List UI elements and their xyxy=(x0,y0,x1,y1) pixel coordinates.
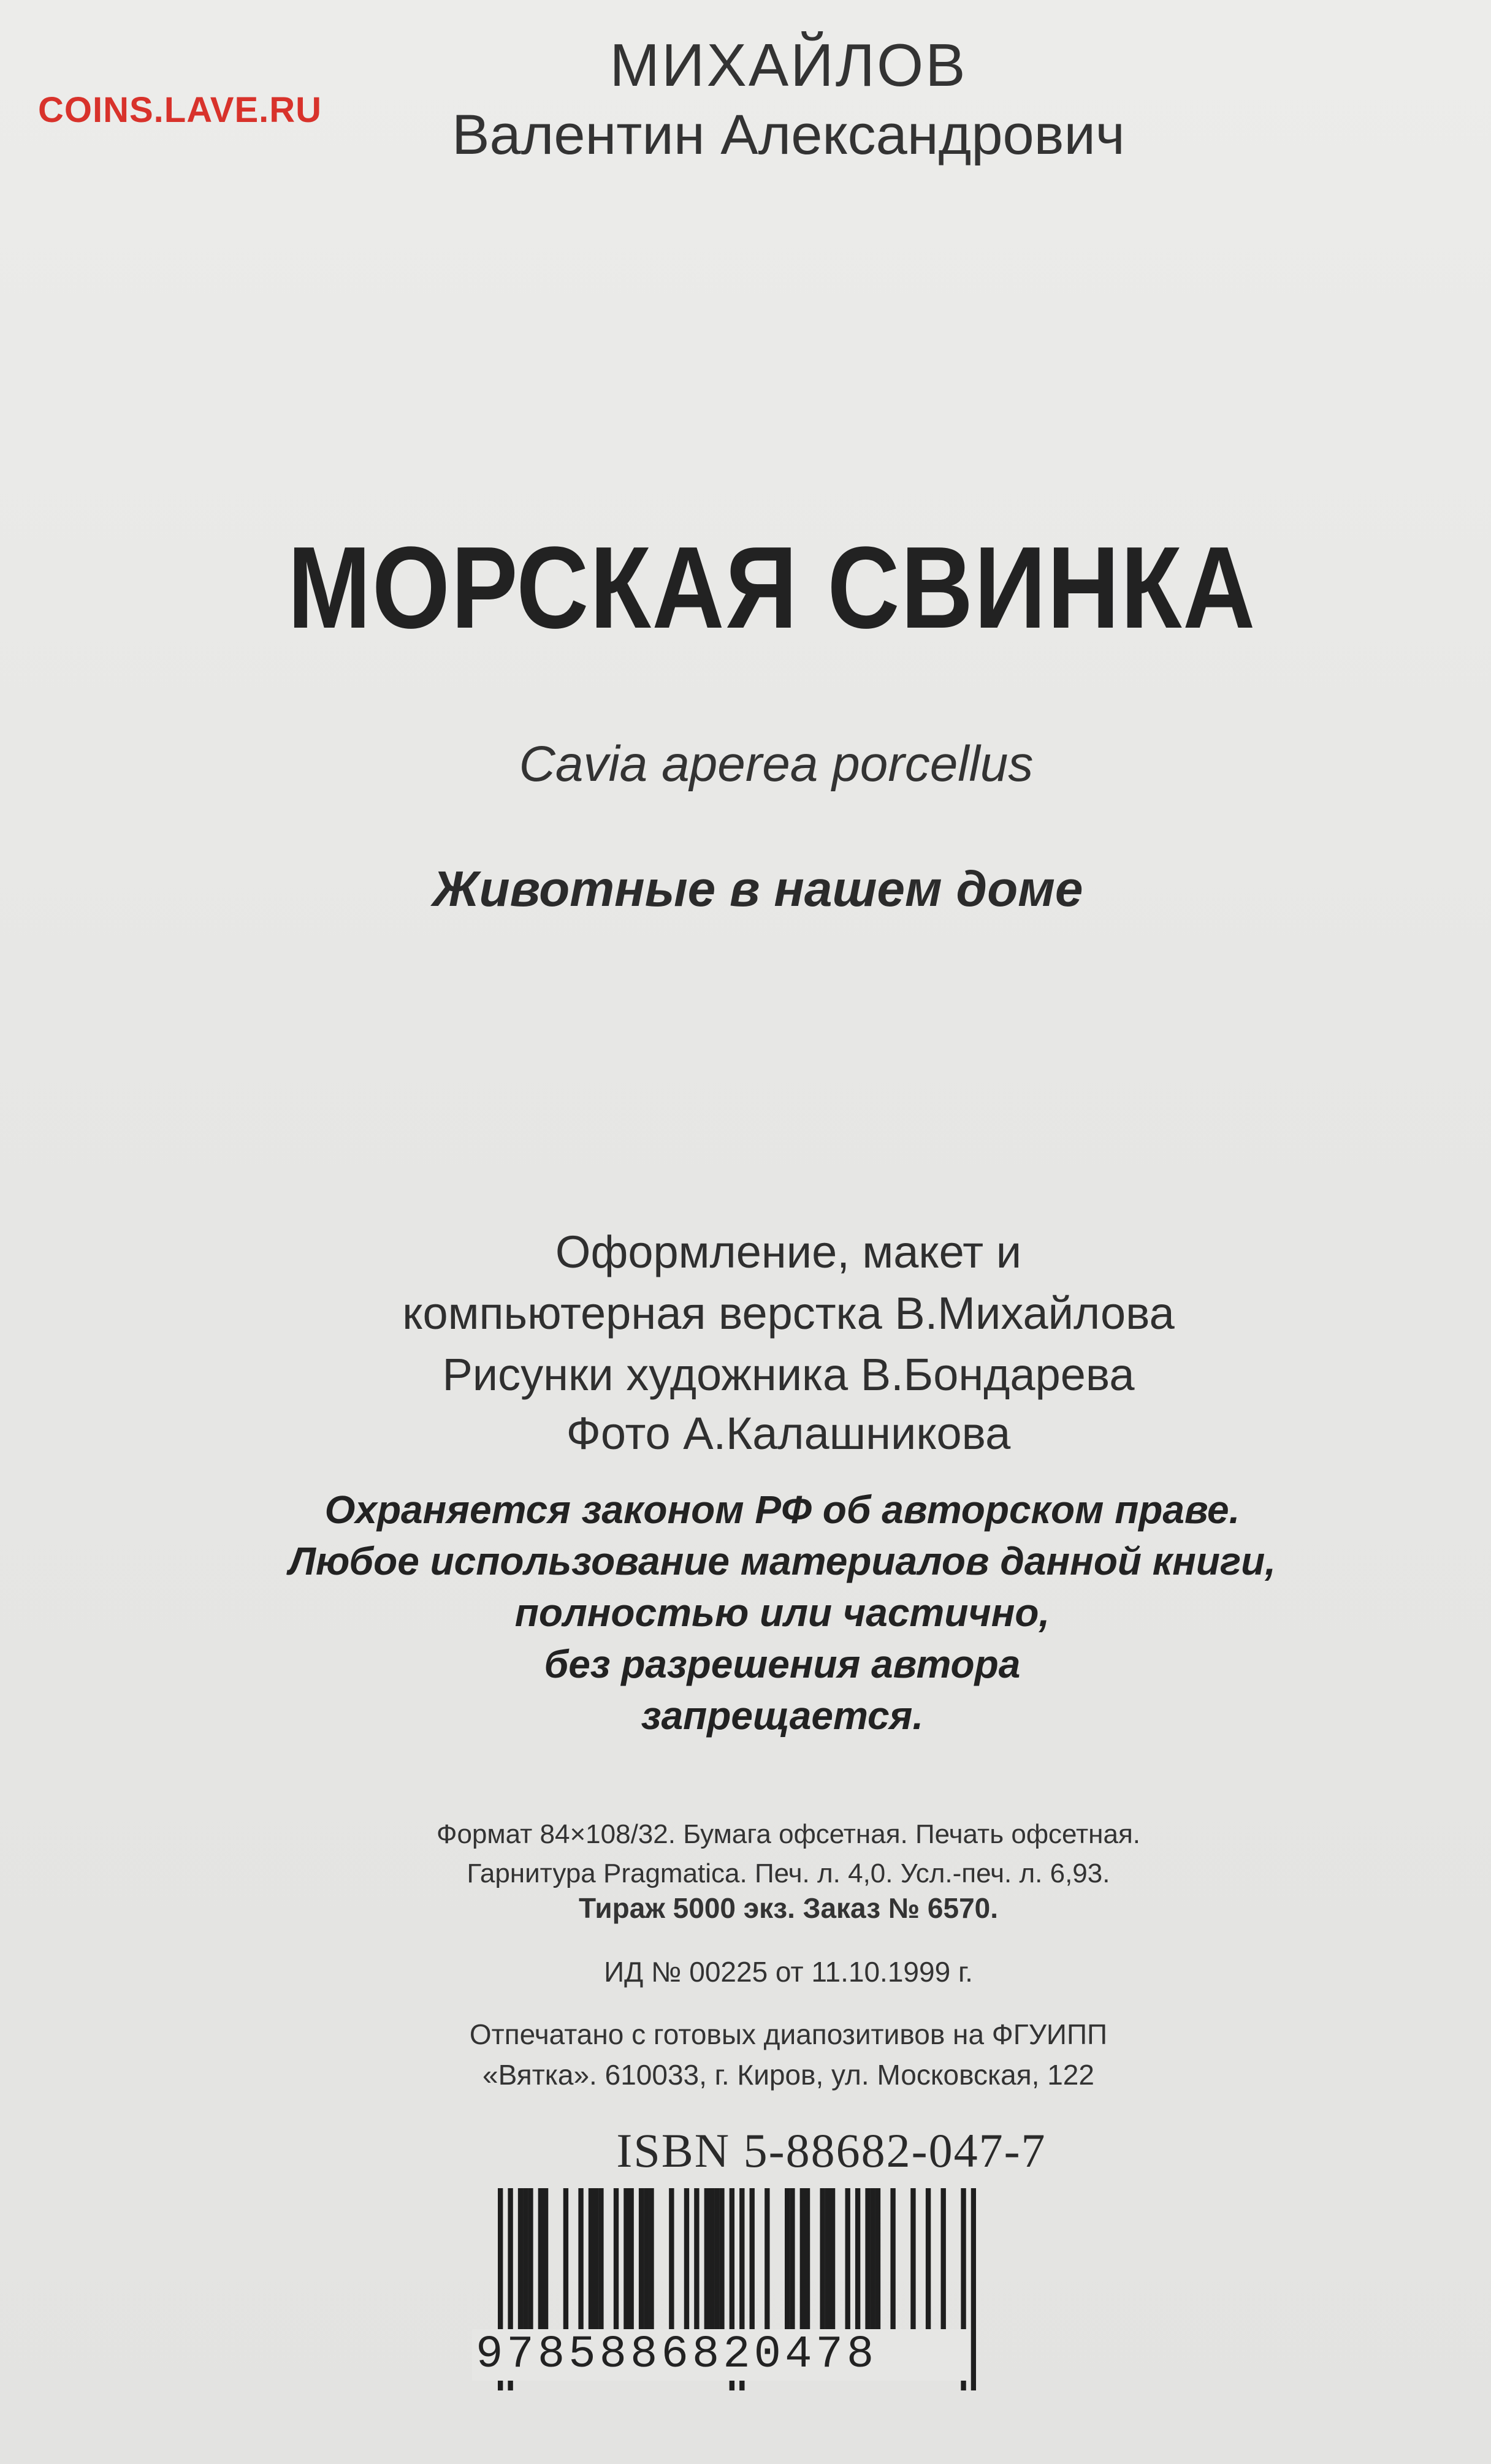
barcode-bar xyxy=(765,2188,769,2329)
barcode-bar xyxy=(875,2188,880,2329)
barcode-bar xyxy=(623,2188,628,2329)
barcode-bar xyxy=(598,2188,603,2329)
barcode-bar xyxy=(614,2188,619,2329)
credit-line: Оформление, макет и xyxy=(555,1226,1022,1277)
barcode-bar xyxy=(820,2188,825,2329)
book-title: МОРСКАЯ СВИНКА xyxy=(288,523,1256,653)
copyright-line: без разрешения автора xyxy=(544,1642,1021,1686)
barcode-digits: 9785886820478 xyxy=(472,2329,970,2381)
barcode-bar xyxy=(543,2188,548,2329)
barcode-bar xyxy=(528,2188,533,2329)
barcode-bar xyxy=(971,2188,976,2390)
imprint-print-run: Тираж 5000 экз. Заказ № 6570. xyxy=(578,1892,999,1924)
barcode-bar xyxy=(890,2188,895,2329)
barcode-bar xyxy=(684,2188,689,2329)
barcode-bar xyxy=(871,2188,875,2329)
isbn: ISBN 5-88682-047-7 xyxy=(616,2124,1047,2177)
barcode-bar xyxy=(523,2188,528,2329)
barcode-bar xyxy=(830,2188,835,2329)
credit-line: Фото А.Калашникова xyxy=(566,1408,1011,1459)
barcode-bar xyxy=(855,2188,860,2329)
barcode-bar xyxy=(709,2188,714,2329)
barcode-bar xyxy=(694,2188,699,2329)
barcode-bar xyxy=(800,2188,805,2329)
copyright-line: Любое использование материалов данной книги, xyxy=(289,1539,1276,1583)
barcode-bar xyxy=(518,2188,523,2329)
imprint-printer-address: «Вятка». 610033, г. Киров, ул. Московская, 122 xyxy=(482,2059,1094,2091)
barcode-bar xyxy=(926,2188,931,2329)
barcode-bar xyxy=(790,2188,795,2329)
barcode-bar xyxy=(785,2188,790,2329)
barcode-bar xyxy=(639,2188,644,2329)
series-name: Животные в нашем доме xyxy=(432,861,1083,917)
barcode-bar xyxy=(825,2188,830,2329)
imprint-format: Формат 84×108/32. Бумага офсетная. Печать офсетная. xyxy=(437,1819,1140,1849)
barcode-bar xyxy=(865,2188,870,2329)
barcode-bar xyxy=(593,2188,598,2329)
imprint-license: ИД № 00225 от 11.10.1999 г. xyxy=(604,1956,973,1988)
imprint-printer: Отпечатано с готовых диапозитивов на ФГУИПП xyxy=(469,2018,1108,2050)
barcode-bar xyxy=(719,2188,724,2329)
barcode-bar xyxy=(563,2188,568,2329)
credit-line: компьютерная верстка В.Михайлова xyxy=(402,1288,1175,1339)
barcode-bar xyxy=(805,2188,810,2329)
barcode-bar xyxy=(589,2188,593,2329)
copyright-line: Охраняется законом РФ об авторском праве. xyxy=(324,1488,1240,1532)
barcode-bar xyxy=(669,2188,674,2329)
author-surname: МИХАЙЛОВ xyxy=(609,31,967,99)
latin-name: Cavia aperea porcellus xyxy=(519,736,1034,792)
barcode-bar xyxy=(578,2188,583,2329)
credit-line: Рисунки художника В.Бондарева xyxy=(442,1349,1135,1400)
barcode-bar xyxy=(910,2188,915,2329)
copyright-line: полностью или частично, xyxy=(514,1591,1050,1635)
barcode-bar xyxy=(628,2188,633,2329)
barcode-bar xyxy=(538,2188,543,2329)
imprint-typeface: Гарнитура Pragmatica. Печ. л. 4,0. Усл.-печ. л. 6,93. xyxy=(467,1858,1110,1888)
copyright-line: запрещается. xyxy=(641,1694,924,1738)
barcode-bar xyxy=(649,2188,654,2329)
barcode-bar xyxy=(750,2188,755,2329)
author-name: Валентин Александрович xyxy=(452,104,1125,166)
barcode-bar xyxy=(704,2188,709,2329)
barcode-bar xyxy=(644,2188,649,2329)
watermark: COINS.LAVE.RU xyxy=(38,90,322,130)
barcode-bar xyxy=(845,2188,850,2329)
barcode-bar xyxy=(941,2188,946,2329)
barcode-bar xyxy=(714,2188,719,2329)
